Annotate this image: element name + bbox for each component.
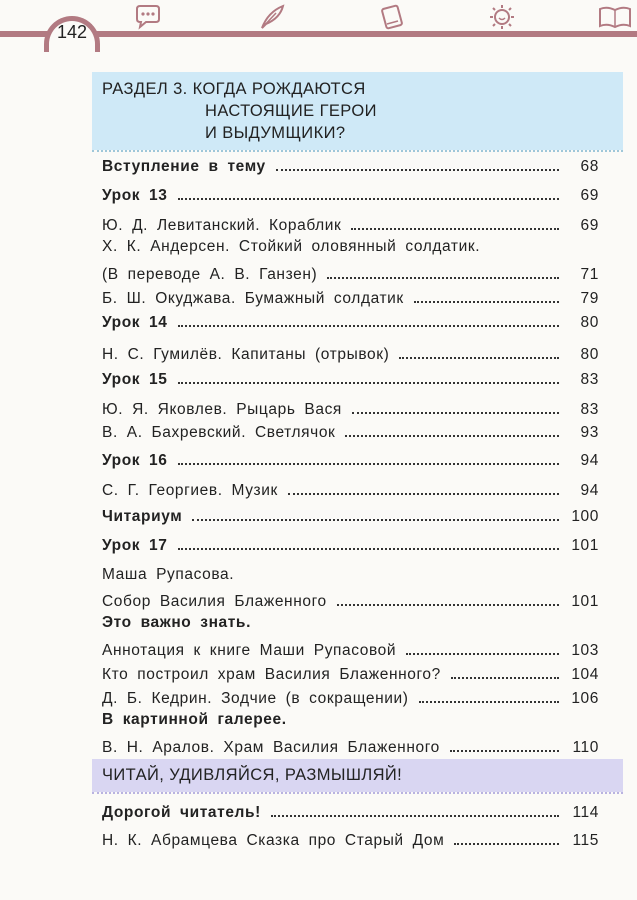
section-title-line3: И ВЫДУМЩИКИ? [205, 124, 346, 142]
toc-entry-title: Н. С. Гумилёв. Капитаны (отрывок) [102, 346, 390, 363]
section-title-line1: РАЗДЕЛ 3. КОГДА РОЖДАЮТСЯ [102, 80, 366, 98]
toc-entry-title: Д. Б. Кедрин. Зодчие (в сокращении) [102, 690, 409, 707]
toc-entry-page: 79 [580, 290, 599, 307]
section-title-line2: НАСТОЯЩИЕ ГЕРОИ [205, 102, 377, 120]
toc-entry-title: Б. Ш. Окуджава. Бумажный солдатик [102, 290, 404, 307]
toc-entry [102, 587, 599, 611]
toc-entry [102, 152, 599, 176]
toc-entry [102, 476, 599, 500]
toc-entry-title: В. А. Бахревский. Светлячок [102, 424, 336, 441]
toc-entry-page: 68 [580, 158, 599, 175]
toc-entry-page: 83 [580, 371, 599, 388]
toc-entry-title: В. Н. Аралов. Храм Василия Блаженного [102, 739, 440, 756]
toc-entry [102, 211, 599, 235]
toc-entry-title: (В переводе А. В. Ганзен) [102, 266, 318, 283]
toc-leader-dots [327, 276, 559, 279]
toc-leader-dots [192, 518, 559, 521]
toc-leader-dots [178, 381, 560, 384]
toc-entry-page: 106 [571, 690, 599, 707]
toc-leader-dots [288, 492, 559, 495]
toc-leader-dots [178, 462, 560, 465]
sun-icon [488, 4, 516, 30]
toc-leader-dots [352, 411, 559, 414]
toc-entry-page: 114 [572, 804, 599, 821]
toc-entry-title: Урок 13 [102, 187, 168, 204]
toc-leader-dots [406, 652, 559, 655]
toc-entry [102, 826, 599, 850]
section2-divider [92, 792, 623, 795]
toc-entry-page: 94 [580, 482, 599, 499]
toc-entry-title: Читариум [102, 508, 183, 525]
toc-entry [102, 636, 599, 660]
toc-entry-page: 103 [571, 642, 599, 659]
toc-heading: Это важно знать. [102, 614, 251, 631]
toc-entry-title: Урок 16 [102, 452, 168, 469]
toc-entry-title: Ю. Д. Левитанский. Кораблик [102, 217, 342, 234]
toc-entry [102, 365, 599, 389]
toc-entry-title: Урок 14 [102, 314, 168, 331]
toc-entry-title: С. Г. Георгиев. Музик [102, 482, 278, 499]
open-book-icon [598, 4, 632, 30]
toc-entry-page: 69 [580, 187, 599, 204]
toc-entry [102, 418, 599, 442]
toc-entry [102, 502, 599, 526]
toc-leader-dots [276, 168, 559, 171]
toc-entry-page: 101 [571, 593, 599, 610]
book-icon [378, 4, 406, 30]
toc-entry-page: 101 [571, 537, 599, 554]
toc-entry-title: Н. К. Абрамцева Сказка про Старый Дом [102, 832, 445, 849]
toc-entry [102, 733, 599, 757]
toc-entry [102, 284, 599, 308]
toc-leader-dots [271, 814, 559, 817]
toc-entry [102, 260, 599, 284]
toc-entry-title: Урок 17 [102, 537, 168, 554]
toc-entry-title: Вступление в тему [102, 158, 266, 175]
toc-entry [102, 684, 599, 708]
toc-entry [102, 340, 599, 364]
toc-entry-title: Собор Василия Блаженного [102, 593, 327, 610]
speech-bubble-icon [134, 4, 162, 30]
toc-leader-dots [454, 842, 559, 845]
toc-entry-page: 69 [580, 217, 599, 234]
toc-leader-dots [351, 227, 559, 230]
section2-title: ЧИТАЙ, УДИВЛЯЙСЯ, РАЗМЫШЛЯЙ! [102, 766, 403, 784]
toc-entry-page: 80 [580, 314, 599, 331]
toc-leader-dots [345, 434, 559, 437]
toc-leader-dots [450, 749, 559, 752]
toc-heading: Маша Рупасова. [102, 566, 235, 583]
toc-entry-page: 71 [580, 266, 599, 283]
toc-entry-page: 104 [571, 666, 599, 683]
page-number: 142 [56, 22, 88, 42]
toc-entry-page: 83 [580, 401, 599, 418]
toc-leader-dots [414, 300, 559, 303]
toc-entry [102, 798, 599, 822]
toc-heading: В картинной галерее. [102, 711, 287, 728]
toc-leader-dots [178, 197, 560, 200]
toc-entry [102, 660, 599, 684]
toc-leader-dots [419, 700, 559, 703]
toc-entry [102, 308, 599, 332]
toc-leader-dots [451, 676, 559, 679]
toc-entry-page: 94 [580, 452, 599, 469]
feather-icon [258, 4, 286, 30]
toc-entry [102, 531, 599, 555]
toc-entry-page: 93 [580, 424, 599, 441]
toc-entry [102, 181, 599, 205]
toc-leader-dots [178, 547, 560, 550]
toc-leader-dots [399, 356, 559, 359]
toc-entry-page: 100 [571, 508, 599, 525]
toc-entry [102, 446, 599, 470]
toc-entry-page: 80 [580, 346, 599, 363]
toc-entry [102, 395, 599, 419]
toc-entry-title: Аннотация к книге Маши Рупасовой [102, 642, 397, 659]
toc-leader-dots [337, 603, 559, 606]
toc-entry-page: 110 [572, 739, 599, 756]
toc-entry-title: Урок 15 [102, 371, 168, 388]
toc-entry-page: 115 [572, 832, 599, 849]
toc-entry-title: Ю. Я. Яковлев. Рыцарь Вася [102, 401, 342, 418]
toc-entry-title: Дорогой читатель! [102, 804, 261, 821]
toc-entry-title: Кто построил храм Василия Блаженного? [102, 666, 441, 683]
toc-heading: Х. К. Андерсен. Стойкий оловянный солдатик. [102, 238, 481, 255]
toc-leader-dots [178, 324, 560, 327]
